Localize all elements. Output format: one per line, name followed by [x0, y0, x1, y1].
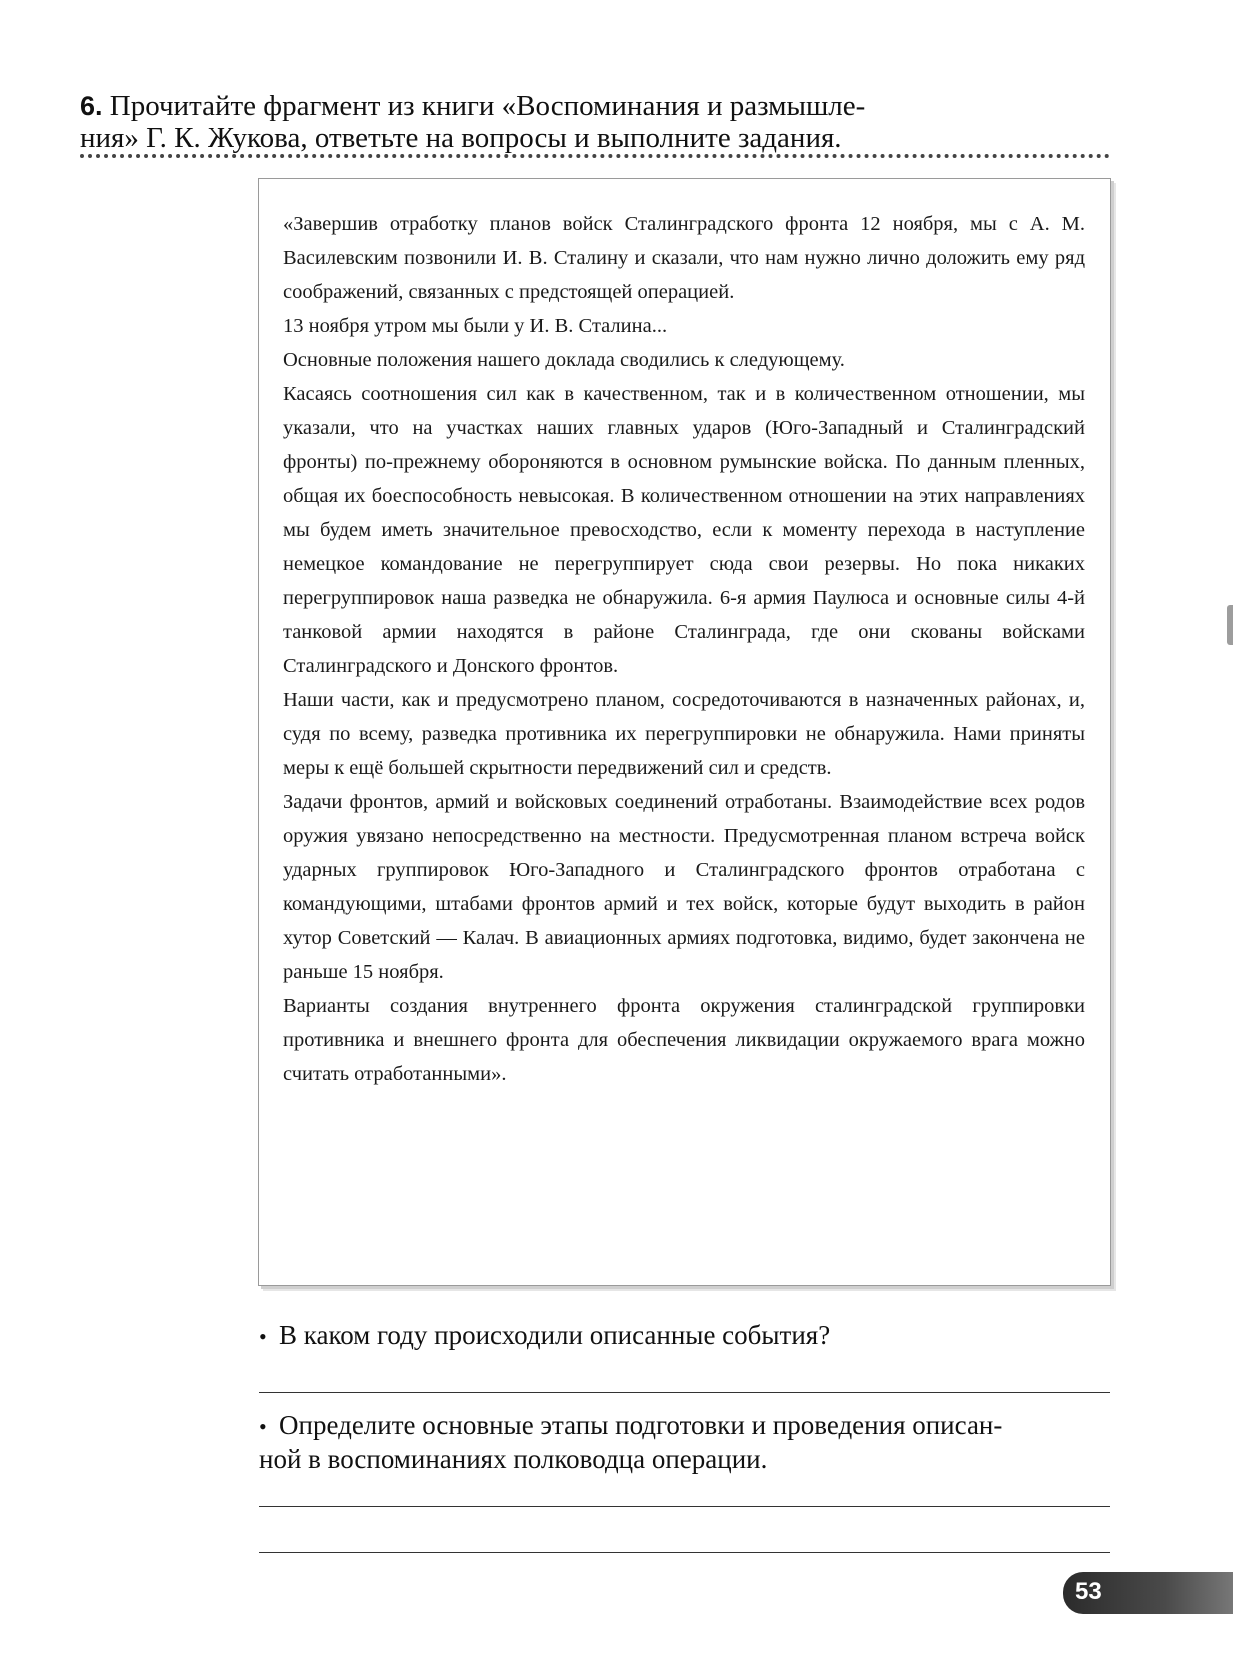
dotted-divider: [80, 154, 1110, 158]
task-number: 6.: [80, 91, 103, 121]
answer-line[interactable]: [259, 1392, 1110, 1393]
question-year-text: В каком году происходили описанные события?: [279, 1320, 831, 1350]
answer-line[interactable]: [259, 1506, 1110, 1507]
question-stages-text-line-2: ной в воспоминаниях полководца операции.: [259, 1444, 768, 1474]
task-heading: [80, 90, 1110, 154]
task-instruction-line-2: ния» Г. К. Жукова, ответьте на вопросы и выполните задания.: [80, 122, 842, 154]
quote-paragraph: Касаясь соотношения сил как в качественном, так и в количественном отношении, мы указали, что на участках наших главных ударов (Юго-Западный и Сталинградский фронты) по-прежнему обороняются в основном румынские войска. По данным пленных, общая их боеспособность невысокая. В количественном отношении на этих направлениях мы будем иметь значительное превосходство, если к моменту перехода в наступление немецкое командование не перегруппирует сюда свои резервы. Но пока никаких перегруппировок наша разведка не обнаружила. 6-я армия Паулюса и основные силы 4-й танковой армии находятся в районе Сталинграда, где они скованы войсками Сталинградского и Донского фронтов.: [283, 383, 1085, 677]
question-stages-text-line-1: Определите основные этапы подготовки и проведения описан-: [279, 1410, 1003, 1440]
bullet-icon: •: [259, 1324, 267, 1349]
bullet-icon: •: [259, 1414, 267, 1439]
quote-paragraph: Наши части, как и предусмотрено планом, сосредоточиваются в назначенных районах, и, судя по всему, разведка противника их перегруппировки не обнаружила. Нами приняты меры к ещё большей скрытности передвижений сил и средств.: [283, 689, 1085, 779]
quote-paragraph: «Завершив отработку планов войск Сталинградского фронта 12 ноября, мы с А. М. Василевским позвонили И. В. Сталину и сказали, что нам нужно лично доложить ему ряд соображений, связанных с предстоящей операцией.: [283, 213, 1085, 303]
quote-paragraph: 13 ноября утром мы были у И. В. Сталина...: [283, 315, 668, 337]
question-year: [259, 1319, 1119, 1353]
task-instruction-line-1: Прочитайте фрагмент из книги «Воспоминания и размышле-: [109, 90, 866, 122]
page-edge-mark: [1227, 605, 1233, 645]
quote-paragraph: Основные положения нашего доклада сводились к следующему.: [283, 349, 845, 371]
question-stages: [259, 1409, 1119, 1475]
quote-paragraph: Варианты создания внутреннего фронта окружения сталинградской группировки противника и внешнего фронта для обеспечения ликвидации окружаемого врага можно считать отработанными».: [283, 995, 1085, 1085]
page-number: 53: [1075, 1578, 1102, 1605]
quote-paragraph: Задачи фронтов, армий и войсковых соединений отработаны. Взаимодействие всех родов оружия увязано непосредственно на местности. Предусмотренная планом встреча войск ударных группировок Юго-Западного и Сталинградского фронтов отработана с командующими, штабами фронтов армий и тех войск, которые будут выходить в район хутор Советский — Калач. В авиационных армиях подготовка, видимо, будет закончена не раньше 15 ноября.: [283, 791, 1085, 983]
answer-line[interactable]: [259, 1552, 1110, 1553]
quote-excerpt: [283, 207, 1085, 1091]
